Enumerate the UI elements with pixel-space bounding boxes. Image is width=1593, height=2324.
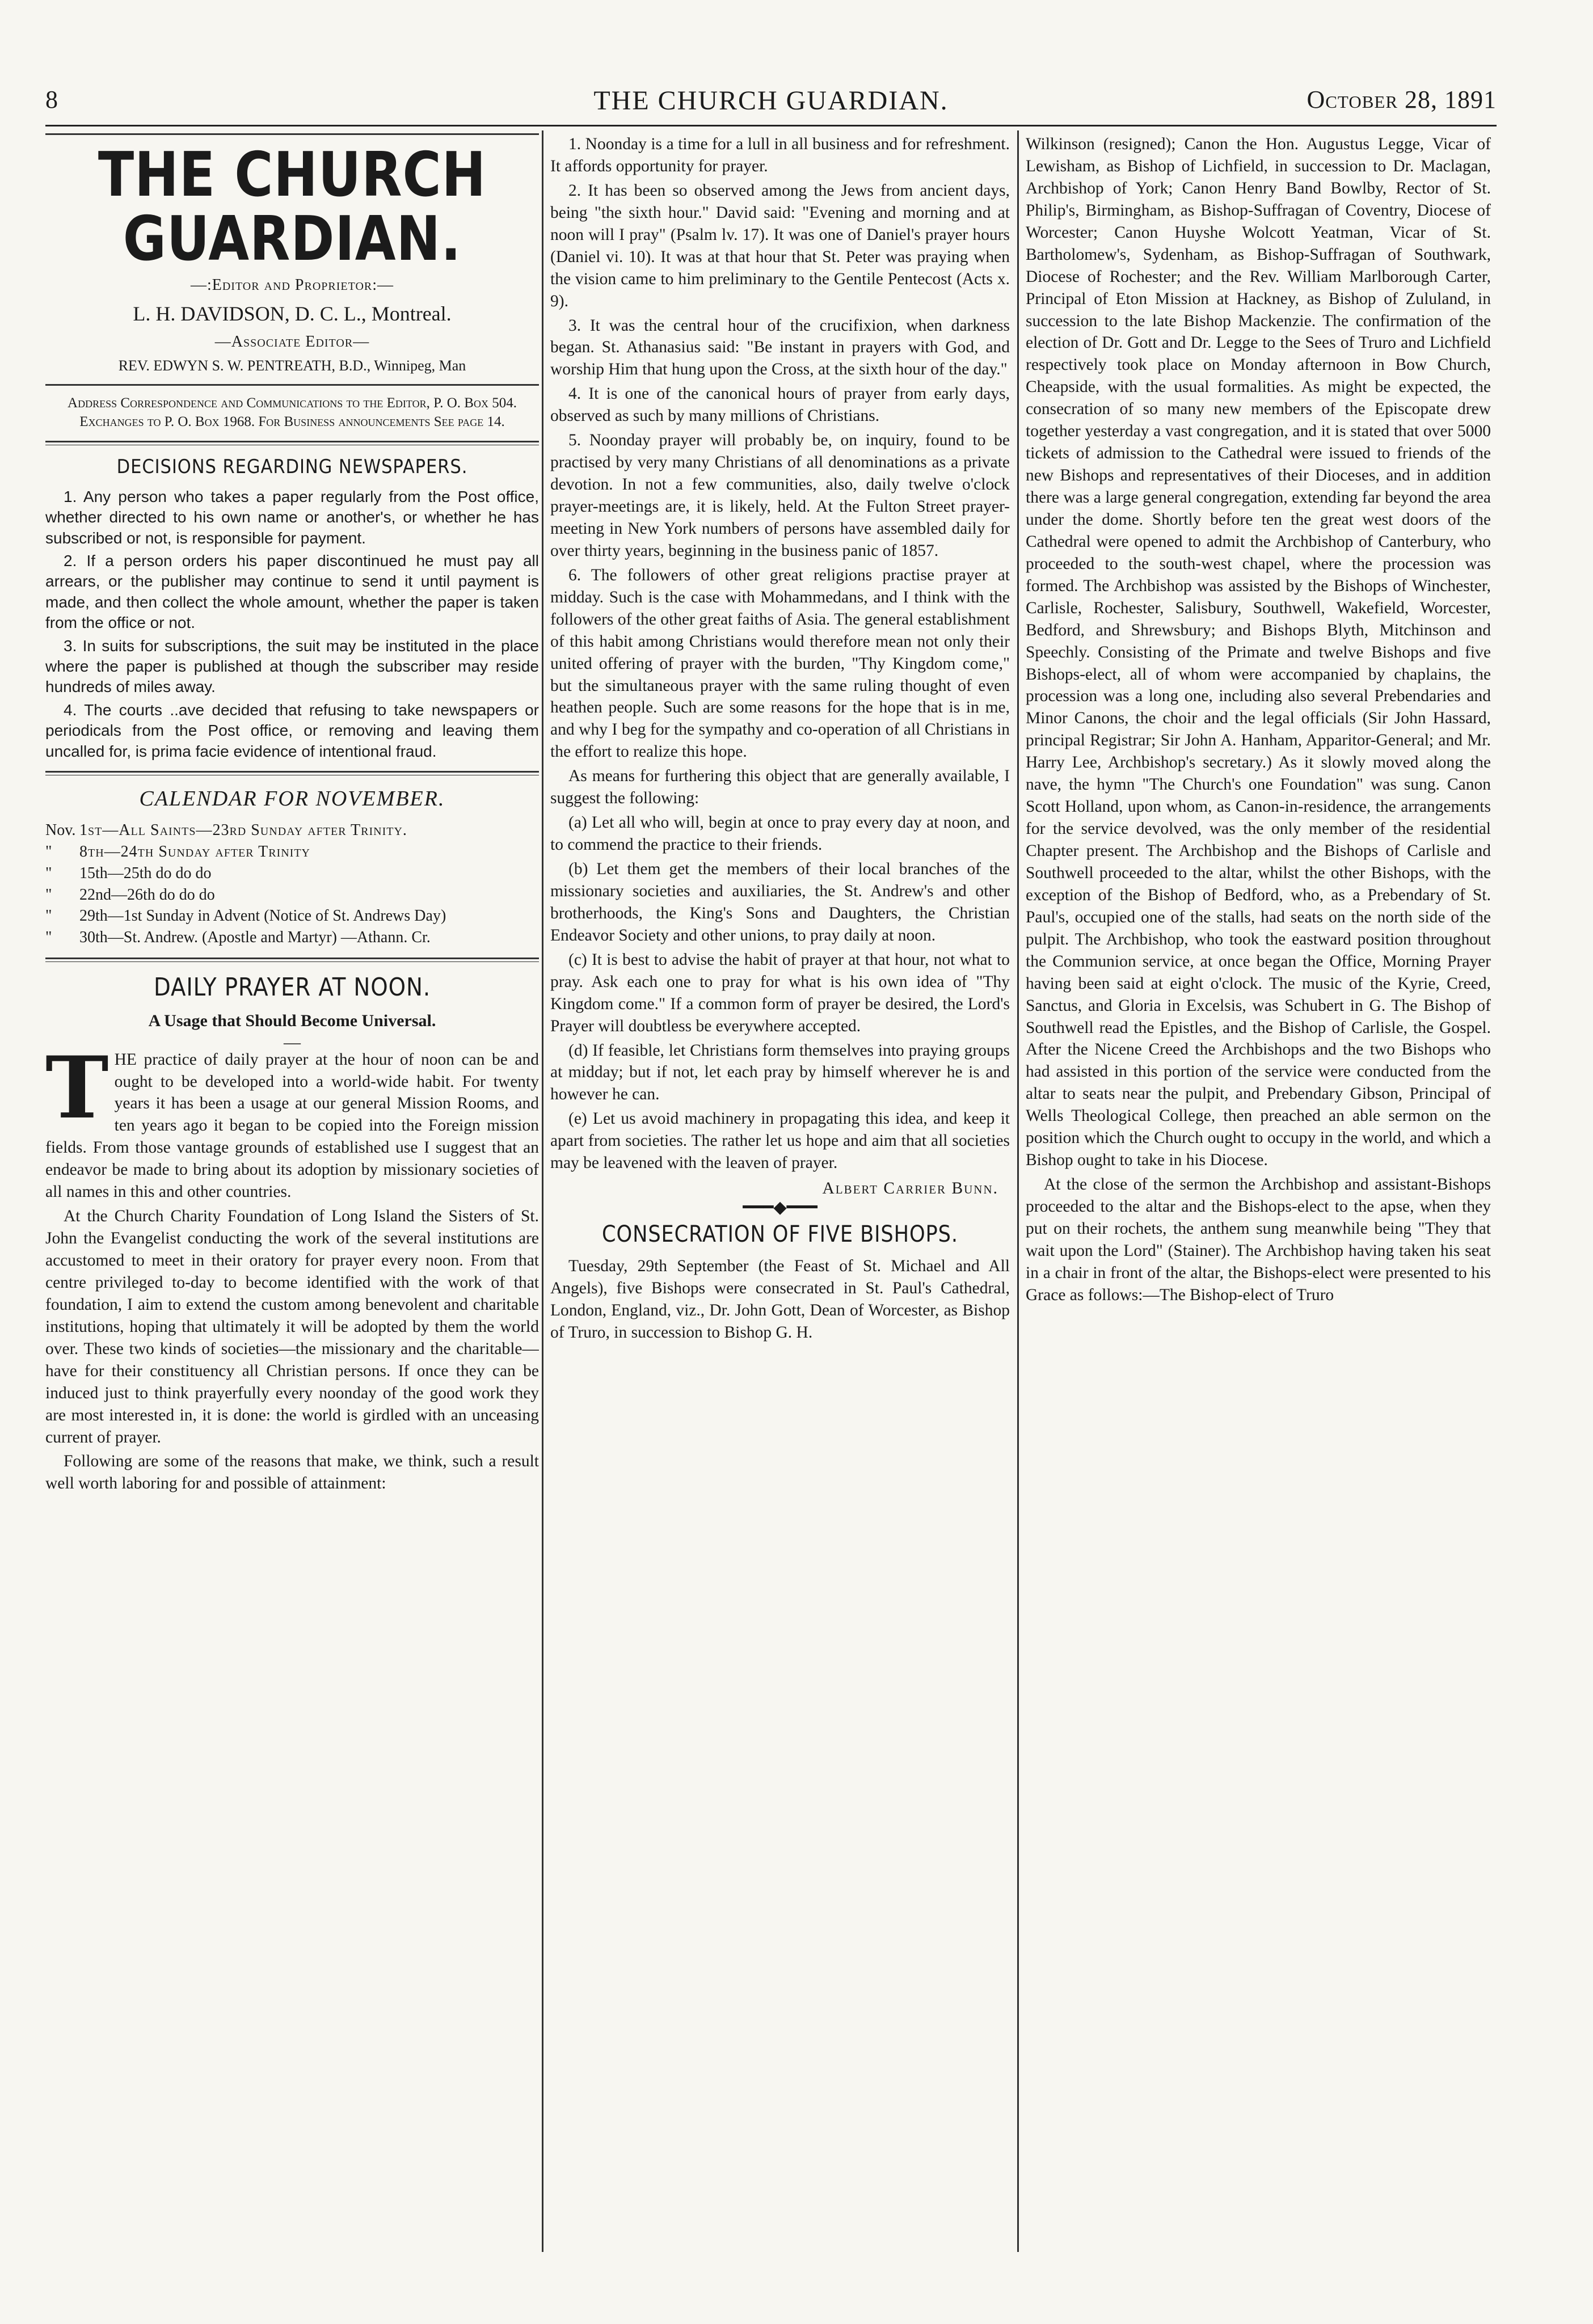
calendar-entry: 22nd—26th do do do	[79, 885, 215, 904]
decision-item: 3. In suits for subscriptions, the suit may be instituted in the place where the paper is published at though the subscriber may reside hundreds of miles away.	[45, 636, 539, 696]
calendar-mark: Nov.	[45, 821, 76, 840]
article-paragraph: Tuesday, 29th September (the Feast of St. Michael and All Angels), five Bishops were consecrated in St. Paul's Cathedral, London, England, viz., Dr. John Gott, Dean of Worcester, as Bishop of Truro, in succession to Bishop G. H.	[550, 1256, 1010, 1342]
article-paragraph: 3. It was the central hour of the crucifixion, when darkness began. St. Athanasius said: "Be instant in prayers with God, and worship Him that hung upon the Cross, at the sixth hour of the day."	[550, 316, 1010, 379]
drop-cap: T	[45, 1037, 109, 1138]
column-3	[1026, 133, 1491, 2249]
calendar-row	[45, 820, 539, 841]
calendar-mark: "	[45, 907, 52, 925]
calendar-mark: "	[45, 842, 52, 861]
masthead-title: THE CHURCH GUARDIAN.	[98, 140, 487, 275]
article-paragraph: (d) If feasible, let Christians form themselves into praying groups at midday; but if not, let each pray by himself wherever he is and however he can.	[550, 1041, 1010, 1104]
page-number: 8	[45, 86, 58, 113]
calendar-row	[45, 905, 539, 927]
article-signature: Albert Carrier Bunn.	[822, 1179, 998, 1198]
calendar-mark: "	[45, 864, 52, 882]
daily-prayer-subheading: A Usage that Should Become Universal.	[148, 1011, 436, 1030]
calendar-row	[45, 927, 539, 948]
article-paragraph: Wilkinson (resigned); Canon the Hon. Augustus Legge, Vicar of Lewisham, as Bishop of Lichfield, in succession to Dr. Maclagan, Archbishop of York; Canon Henry Band Bowlby, Rector of St. Philip's, Birmingham, as Bishop-Suffragan of Coventry, Diocese of Worcester; Canon Huyshe Wolcott Yeatman, Vicar of St. Bartholomew's, Sydenham, as Bishop-Suffragan of Southwark, Diocese of Rochester; and the Rev. William Marlborough Carter, Principal of Eton Mission at Hackney, as Bishop of Zululand, in succession to the late Bishop Mackenzie. The confirmation of the election of Dr. Gott and Dr. Legge to the Sees of Truro and Lichfield respectively took place on Monday afternoon in Bow Church, Cheapside, with the usual formalities. As might be expected, the consecration of so many new members of the Episcopate drew together yesterday a vast congregation, and it is stated that over 5000 tickets of admission to the Cathedral were issued to friends of the new Bishops and representatives of their Dioceses, and in addition there was a large general congregation, extending far beyond the area under the dome. Shortly before ten the great west doors of the Cathedral were opened to admit the Archbishop of Canterbury, who proceeded to the south-west chapel, where the procession was formed. The Archbishop was assisted by the Bishops of Winchester, Carlisle, Rochester, Salisbury, Southwell, Wakefield, Worcester, Bedford, and Shrewsbury; and Bishops Blyth, Mitchinson and Speechly. Consisting of the Primate and twelve Bishops and five Bishops-elect, all of whom were accompanied by chaplains, the procession was a long one, including also several Prebendaries and Minor Canons, the choir and the legal officials (Sir John Hassard, principal Registrar; Sir John A. Hanham, Apparitor-General; and Mr. Harry Lee, Archbishop's secretary.) As it slowly moved along the nave, the hymn "The Church's one Foundation" was sung. Canon Scott Holland, upon whom, as Canon-in-residence, the arrangements for the service devolved, was the only member of the residential Chapter present. The Archbishop and the Bishops of Carlisle and Southwell proceeded to the altar, whilst the other Bishops, with the exception of the Bishop of Bedford, who, as a Prebendary of St. Paul's, occupied one of the stalls, had seats on the north side of the pulpit. The Archbishop, who took the eastward position throughout the Communion service, at once began the Office, Morning Prayer having been said at eight o'clock. The music of the Kyrie, Creed, Sanctus, and Gloria in Excelsis, was Schubert in G. The Bishop of Southwell read the Epistles, and the Bishop of Carlisle, the Gospel. After the Nicene Creed the Archbishops and the two Bishops who had assisted in this portion of the service were conducted from the altar to seats near the pulpit, and Prebendary Gibson, Principal of Wells Theological College, then preached an able sermon on the position which the Church ought to occupy in the world, and which a Bishop ought to take in his Diocese.	[1026, 135, 1491, 1170]
article-paragraph: (c) It is best to advise the habit of prayer at that hour, not what to pray. Ask each one to pray for what is his own idea of "Thy Kingdom come." If a common form of prayer be desired, the Lord's Prayer will doubtless be everywhere accepted.	[550, 950, 1010, 1035]
address-notice: Address Correspondence and Communications to the Editor, P. O. Box 504. Exchanges to P. O. Box 1968. For Business announcements See page 14.	[68, 395, 517, 430]
running-title: THE CHURCH GUARDIAN.	[593, 86, 949, 116]
decision-item: 1. Any person who takes a paper regularly from the Post office, whether directed to his own name or another's, or whether he has subscribed or not, is responsible for payment.	[45, 487, 539, 547]
article-paragraph: At the close of the sermon the Archbishop and assistant-Bishops proceeded to the altar and the Bishops-elect to the apse, when they put on their rochets, the anthem sung meanwhile being "They that wait upon the Lord" (Stainer). The Archbishop having taken his seat in a chair in front of the altar, the Bishops-elect were presented to his Grace as follows:—The Bishop-elect of Truro	[1026, 1175, 1491, 1304]
article-paragraph: 1. Noonday is a time for a lull in all business and for refreshment. It affords opportunity for prayer.	[550, 135, 1010, 175]
consecration-heading: CONSECRATION OF FIVE BISHOPS.	[602, 1221, 958, 1248]
column-divider	[542, 130, 543, 2252]
column-2	[550, 133, 1010, 2249]
article-paragraph: As means for furthering this object that are generally available, I suggest the following:	[550, 767, 1010, 808]
calendar-row	[45, 884, 539, 906]
article-paragraph: 5. Noonday prayer will probably be, on inquiry, found to be practised by very many Christians of all denominations as a private devotion. In not a few communities, also, daily twelve o'clock prayer-meetings are, it is likely, held. At the Fulton Street prayer-meeting in New York numbers of persons have assembled daily for over thirty years, beginning in the business panic of 1857.	[550, 431, 1010, 560]
article-paragraph: 2. It has been so observed among the Jews from ancient days, being "the sixth hour." David said: "Evening and morning and at noon will I pray" (Psalm lv. 17). It was one of Daniel's prayer hours (Daniel vi. 10). It was at that hour that St. Peter was praying when the vision came to him preliminary to the Gentile Pentecost (Acts x. 9).	[550, 181, 1010, 310]
rule	[45, 384, 539, 386]
calendar-entry: 8th—24th Sunday after Trinity	[79, 842, 310, 861]
article-paragraph: 6. The followers of other great religions practise prayer at midday. Such is the case with Mohammedans, and I think with the followers of the other great faiths of Asia. The general establishment of this habit among Christians would therefore mean not only their united offering of prayer with the burden, "Thy Kingdom come," but the simultaneous prayer with the same ruling thought of even heathen people. Such are some reasons for the hope that is in me, and why I beg for the sympathy and co-operation of all Christians in the effort to realize this hope.	[550, 566, 1010, 761]
ornament-dash: —	[284, 1032, 301, 1052]
calendar-list	[45, 820, 539, 948]
associate-editor-name: REV. EDWYN S. W. PENTREATH, B.D., Winnipeg, Man	[118, 357, 466, 374]
calendar-entry: 30th—St. Andrew. (Apostle and Martyr) —Athann. Cr.	[79, 929, 431, 947]
calendar-heading: CALENDAR FOR NOVEMBER.	[139, 786, 445, 811]
header-rule	[45, 125, 1497, 126]
article-paragraph: Following are some of the reasons that make, we think, such a result well worth laboring for and possible of attainment:	[45, 1452, 539, 1493]
calendar-mark: "	[45, 929, 52, 947]
article-paragraph: At the Church Charity Foundation of Long Island the Sisters of St. John the Evangelist conducting the work of the several institutions are accustomed to meet in their oratory for prayer every noon. From that centre privileged to-day to become identified with the work of that foundation, I aim to extend the custom among benevolent and charitable institutions, hoping that ultimately it will be adopted by them the world over. These two kinds of societies—the missionary and the charitable—have for their constituency all Christian persons. If once they can be induced just to think prayerfully every noonday of the good work they are most interested in, it is done: the world is girdled with an unceasing current of prayer.	[45, 1207, 539, 1446]
article-paragraph: (b) Let them get the members of their local branches of the missionary societies and auxiliaries, the St. Andrew's and other brotherhoods, the King's Sons and Daughters, the Christian Endeavor Society and other unions, to pray daily at noon.	[550, 860, 1010, 944]
article-paragraph: (e) Let us avoid machinery in propagating this idea, and keep it apart from societies. The rather let us hope and aim that all societies may be leavened with the leaven of prayer.	[550, 1110, 1010, 1172]
calendar-entry: 1st—All Saints—23rd Sunday after Trinity.	[79, 821, 407, 840]
rule	[45, 441, 539, 445]
article-paragraph: 4. It is one of the canonical hours of prayer from early days, observed as such by many millions of Christians.	[550, 385, 1010, 425]
calendar-row	[45, 841, 539, 863]
calendar-mark: "	[45, 885, 52, 904]
page-header	[45, 85, 1497, 125]
ornament-rule: ━━━◆━━━	[743, 1198, 817, 1217]
calendar-entry: 15th—25th do do do	[79, 864, 212, 882]
daily-prayer-heading: DAILY PRAYER AT NOON.	[153, 972, 431, 1002]
decisions-heading: DECISIONS REGARDING NEWSPAPERS.	[116, 455, 468, 479]
rule	[45, 771, 539, 775]
decision-item: 2. If a person orders his paper discontinued he must pay all arrears, or the publisher may continue to send it until payment is made, and then collect the whole amount, whether the paper is taken from the office or not.	[45, 552, 539, 632]
issue-date: October 28, 1891	[1307, 86, 1497, 113]
article-paragraph: (a) Let all who will, begin at once to pray every day at noon, and to commend the practice to their friends.	[550, 813, 1010, 854]
article-paragraph	[45, 1037, 539, 1204]
decisions-list	[45, 487, 539, 762]
rule	[45, 958, 539, 962]
masthead-rule	[45, 133, 539, 135]
editor-label: —:Editor and Proprietor:—	[190, 276, 394, 294]
column-divider	[1017, 130, 1019, 2252]
editor-name: L. H. DAVIDSON, D. C. L., Montreal.	[133, 302, 452, 325]
decision-item: 4. The courts ..ave decided that refusing to take newspapers or periodicals from the Post office, or removing and leaving them uncalled for, is prima facie evidence of intentional fraud.	[45, 701, 539, 760]
calendar-row	[45, 863, 539, 884]
calendar-entry: 29th—1st Sunday in Advent (Notice of St. Andrews Day)	[79, 907, 446, 925]
column-1	[45, 133, 539, 2249]
article-text: HE practice of daily prayer at the hour of noon can be and ought to be developed into a world-wide habit. For twenty years it has been a usage at our general Mission Rooms, and ten years ago it began to be copied into the Foreign mission fields. From those vantage grounds of established use I suggest that an endeavor be made to bring about its adoption by missionary societies of all names in this and other countries.	[45, 1050, 539, 1201]
associate-editor-label: —Associate Editor—	[214, 333, 370, 351]
